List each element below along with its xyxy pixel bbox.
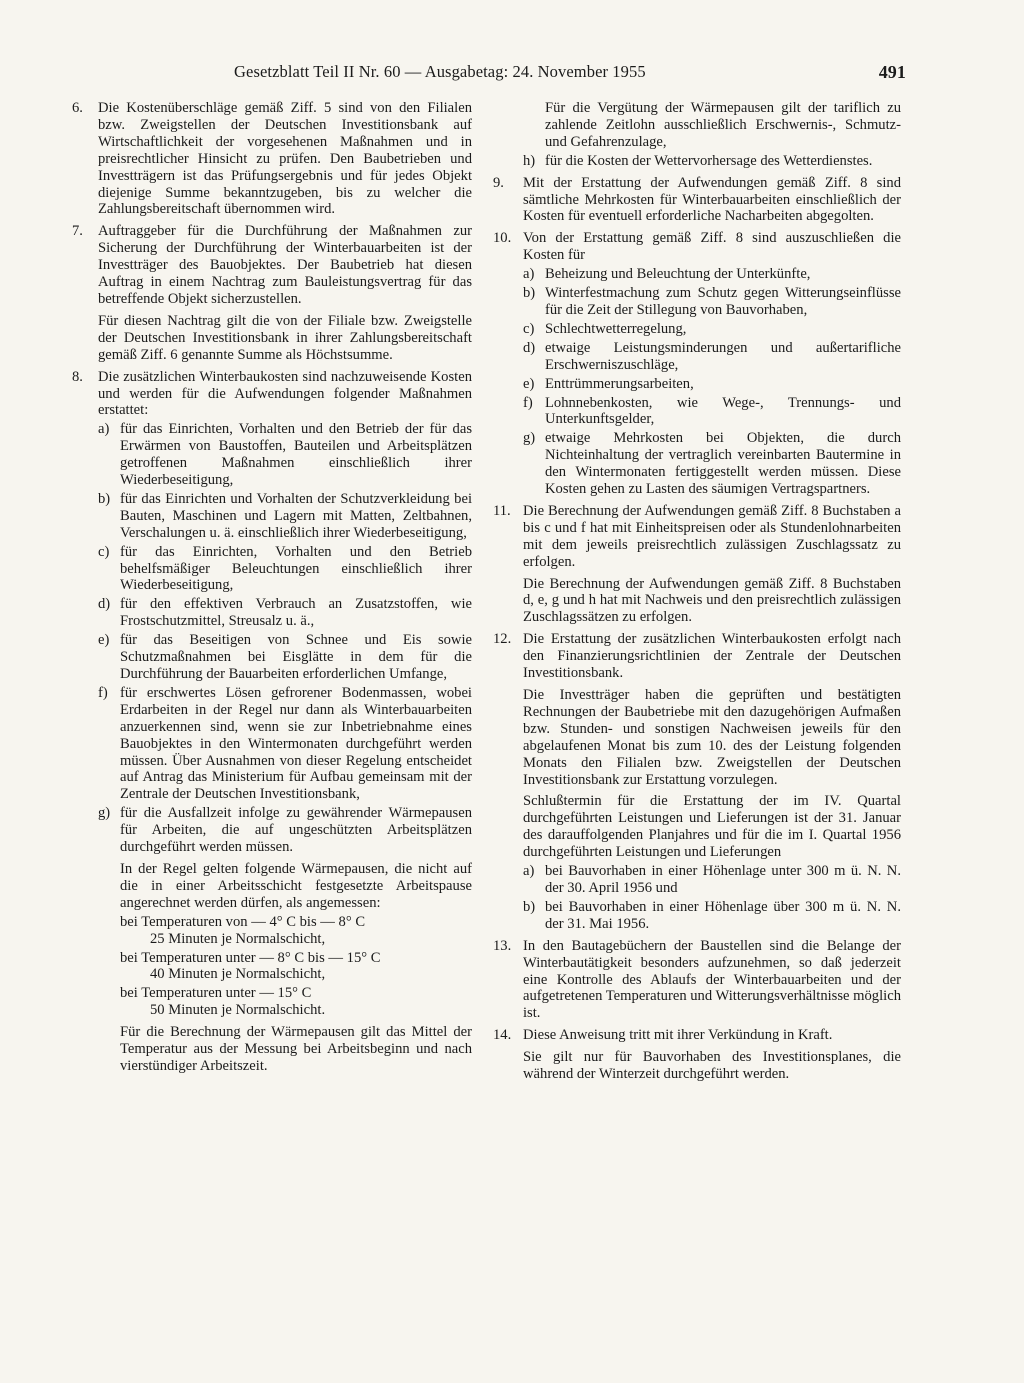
- list-letter: f): [98, 684, 108, 701]
- section-number: 14.: [493, 1027, 512, 1044]
- list-item: [523, 430, 901, 498]
- list-text: für das Einrichten, Vorhalten und den Betrieb der für das Erwärmen von Baustoffen, Bauteilen und Arbeitsplätzen getroffenen Maßnahmen einschließlich ihrer Wiederbeseitigung,: [120, 421, 472, 489]
- section-10: [493, 230, 901, 498]
- section-intro: Die zusätzlichen Winterbaukosten sind nachzuweisende Kosten und werden für die Aufwendungen folgender Maßnahmen erstattet:: [98, 368, 472, 419]
- section-12: [493, 631, 901, 932]
- list-letter: d): [98, 596, 111, 613]
- section-7: [72, 223, 472, 363]
- list-text: etwaige Mehrkosten bei Objekten, die durch Nichteinhaltung der vertraglich vereinbarten Bautermine in den Wintermonaten fertiggestellt werden müssen. Diese Kosten gehen zu Lasten des säumigen Vertragspartners.: [545, 430, 901, 498]
- section-number: 12.: [493, 631, 512, 648]
- list-text: für das Einrichten und Vorhalten der Schutzverkleidung bei Bauten, Maschinen und Lagern mit Matten, Zeltbahnen, Verschalungen u. ä. einschließlich ihrer Wiederbeseitigung,: [120, 490, 472, 541]
- list-letter: g): [98, 805, 111, 822]
- pause-duration: 25 Minuten je Normalschicht,: [150, 930, 326, 947]
- temperature-range: bei Temperaturen unter — 15° C: [120, 985, 312, 1002]
- section-paragraph: Diese Anweisung tritt mit ihrer Verkündung in Kraft.: [523, 1027, 833, 1044]
- temperature-range: bei Temperaturen unter — 8° C bis — 15° C: [120, 949, 381, 966]
- section-number: 9.: [493, 174, 504, 191]
- pause-duration: 40 Minuten je Normalschicht,: [150, 966, 326, 983]
- list-text: Schlechtwetterregelung,: [545, 320, 687, 337]
- section-11: [493, 503, 901, 626]
- list-paragraph: Für die Berechnung der Wärmepausen gilt das Mittel der Temperatur aus der Messung bei Arbeitsbeginn und nach vierstündiger Arbeitszeit.: [120, 1024, 472, 1074]
- list-text: Lohnnebenkosten, wie Wege-, Trennungs- und Unterkunftsgelder,: [545, 394, 901, 428]
- section-number: 11.: [493, 502, 511, 519]
- section-number: 13.: [493, 937, 512, 954]
- section-paragraph: Die Berechnung der Aufwendungen gemäß Ziff. 8 Buchstaben d, e, g und h hat mit Nachweis und den preisrechtlich zulässigen Zuschlagssätzen zu erfolgen.: [523, 575, 901, 626]
- section-paragraph: Sie gilt nur für Bauvorhaben des Investitionsplanes, die während der Winterzeit durchgeführt werden.: [523, 1049, 901, 1083]
- list-item: [98, 685, 472, 803]
- section-8: [72, 369, 472, 1075]
- section-text: Mit der Erstattung der Aufwendungen gemäß Ziff. 8 sind sämtliche Mehrkosten für Winterbauarbeiten einschließlich der Kosten für eventuell erforderliche Nacharbeiten abgegolten.: [523, 174, 901, 225]
- section-paragraph: Auftraggeber für die Durchführung der Maßnahmen zur Sicherung der Durchführung der Winterbauarbeiten ist der Investträger des Bauobjektes. Der Baubetrieb hat diesen Auftrag in einem Nachtrag zum Bauleistungsvertrag für das betreffende Objekt sicherzustellen.: [98, 223, 472, 307]
- list-letter: c): [98, 543, 110, 560]
- list-item: [523, 395, 901, 429]
- list-item: [523, 340, 901, 374]
- list-text: Beheizung und Beleuchtung der Unterkünfte,: [545, 266, 811, 283]
- temperature-range: bei Temperaturen von — 4° C bis — 8° C: [120, 913, 366, 930]
- section-intro: Von der Erstattung gemäß Ziff. 8 sind auszuschließen die Kosten für: [523, 230, 901, 264]
- list-text: Winterfestmachung zum Schutz gegen Witterungseinflüsse für die Zeit der Stillegung von Bauvorhaben,: [545, 285, 901, 318]
- list-item: [98, 632, 472, 683]
- section-number: 7.: [72, 223, 83, 240]
- list-text: für die Kosten der Wettervorhersage des Wetterdienstes.: [545, 152, 873, 169]
- list-letter: b): [523, 898, 536, 915]
- list-paragraph: In der Regel gelten folgende Wärmepausen, die nicht auf die in einer Arbeitsschicht festgesetzte Arbeitspause angerechnet werden dürfen, als angemessen:: [120, 860, 472, 911]
- section-paragraph: Die Investträger haben die geprüften und bestätigten Rechnungen der Baubetriebe mit den dazugehörigen Aufmaßen bzw. Stunden- und sonstigen Nachweisen jeweils für den abgelaufenen Monat bis zum 10. des der Leistung folgenden Monats den Filialen bzw. Zweigstellen der Deutschen Investitionsbank zur Erstattung vorzulegen.: [523, 687, 901, 788]
- list-item: [98, 491, 472, 542]
- list-letter: e): [98, 632, 110, 649]
- page-header: [234, 62, 906, 86]
- list-item: [523, 285, 901, 319]
- temperature-row: [120, 985, 472, 1019]
- list-item: [523, 376, 901, 393]
- list-item: [523, 863, 901, 897]
- list-item: [523, 899, 901, 933]
- list-letter: a): [523, 266, 535, 283]
- section-14: [493, 1027, 901, 1083]
- pause-duration: 50 Minuten je Normalschicht.: [150, 1002, 326, 1019]
- list-text: bei Bauvorhaben in einer Höhenlage unter 300 m ü. N. N. der 30. April 1956 und: [545, 863, 901, 896]
- list-letter: h): [523, 152, 536, 169]
- section-paragraph: Schlußtermin für die Erstattung der im IV. Quartal durchgeführten Leistungen und Lieferungen ist der 31. Januar des darauffolgenden Planjahres und für die im I. Quartal 1956 durchgeführten Leistungen und Lieferungen: [523, 793, 901, 861]
- list-text: für die Ausfallzeit infolge zu gewährender Wärmepausen für Arbeiten, die auf ungeschützten Arbeitsplätzen durchgeführt werden müssen.: [120, 805, 472, 856]
- list-letter: a): [523, 863, 535, 880]
- section-paragraph: Die Erstattung der zusätzlichen Winterbaukosten erfolgt nach den Finanzierungsrichtlinien der Zentrale der Deutschen Investitionsbank.: [523, 631, 901, 682]
- section-paragraph: Die Berechnung der Aufwendungen gemäß Ziff. 8 Buchstaben a bis c und f hat mit Einheitspreisen oder als Stundenlohnarbeiten mit dem jeweils preisrechtlich zulässigen Zuschlagssatz zu erfolgen.: [523, 502, 901, 570]
- list-item: [98, 805, 472, 856]
- list-paragraph: Für die Vergütung der Wärmepausen gilt der tariflich zu zahlende Zeitlohn ausschließlich Erschwernis-, Schmutz- und Gefahrenzulage,: [545, 100, 901, 150]
- list-letter: b): [98, 490, 111, 507]
- list-item: [523, 321, 901, 338]
- section-8-continued: [493, 100, 901, 170]
- list-letter: b): [523, 285, 536, 302]
- section-number: 6.: [72, 100, 83, 116]
- list-item: [98, 596, 472, 630]
- temperature-row: [120, 914, 472, 948]
- list-text: für das Beseitigen von Schnee und Eis sowie Schutzmaßnahmen bei Eisglätte in dem für die Durchführung der Bauarbeiten erforderlichen Umfange,: [120, 632, 472, 682]
- list-item: [98, 544, 472, 595]
- page-number: 491: [878, 62, 906, 82]
- list-text: bei Bauvorhaben in einer Höhenlage über 300 m ü. N. N. der 31. Mai 1956.: [545, 898, 901, 932]
- section-text: In den Bautagebüchern der Baustellen sind die Belange der Winterbautätigkeit besonders aufzunehmen, so daß jederzeit eine Kontrolle des Ablaufs der Winterbauarbeiten und der aufgetretenen Temperaturen und Witterungsverhältnisse möglich ist.: [523, 937, 901, 1022]
- list-text: etwaige Leistungsminderungen und außertarifliche Erschwerniszuschläge,: [545, 339, 901, 373]
- list-letter: a): [98, 421, 110, 438]
- section-13: [493, 938, 901, 1023]
- temperature-row: [120, 950, 472, 984]
- section-number: 10.: [493, 230, 512, 247]
- section-text: Die Kostenüberschläge gemäß Ziff. 5 sind von den Filialen bzw. Zweigstellen der Deutschen Investitionsbank auf Wirtschaftlichkeit der vorgesehenen Maßnahmen und in preisrechtlicher Hinsicht zu prüfen. Den Baubetrieben und Investträgern ist das Prüfungsergebnis und für jedes Objekt diejenige Summe bekanntzugeben, bis zu welcher die Zahlungsbereitschaft übernommen wird.: [98, 100, 472, 218]
- section-6: [72, 100, 472, 218]
- section-9: [493, 175, 901, 226]
- list-letter: c): [523, 320, 535, 337]
- list-text: Enttrümmerungsarbeiten,: [545, 375, 694, 392]
- section-paragraph: Für diesen Nachtrag gilt die von der Filiale bzw. Zweigstelle der Deutschen Investitionsbank in ihrer Zahlungsbereitschaft gemäß Ziff. 6 genannte Summe als Höchstsumme.: [98, 312, 472, 363]
- section-number: 8.: [72, 368, 83, 385]
- list-letter: d): [523, 339, 536, 356]
- list-item: [523, 153, 901, 170]
- list-item: [98, 421, 472, 489]
- list-item: [523, 266, 901, 283]
- left-column: [72, 100, 472, 1080]
- right-column: [493, 100, 901, 1088]
- list-letter: f): [523, 394, 533, 411]
- list-text: für erschwertes Lösen gefrorener Bodenmassen, wobei Erdarbeiten in der Regel nur dann als Winterbauarbeiten anzuerkennen sind, wenn sie zur Inbetriebnahme eines Bauobjektes in den Wintermonaten durchgeführt werden müssen. Über Ausnahmen von dieser Regelung entscheidet auf Antrag das Ministerium für Aufbau gemeinsam mit der Zentrale der Deutschen Investitionsbank,: [120, 684, 472, 803]
- list-text: für den effektiven Verbrauch an Zusatzstoffen, wie Frostschutzmittel, Streusalz u. ä.,: [120, 596, 472, 630]
- list-letter: g): [523, 430, 536, 447]
- list-letter: e): [523, 375, 535, 392]
- list-text: für das Einrichten, Vorhalten und den Betrieb behelfsmäßiger Beleuchtungen einschließlich ihrer Wiederbeseitigung,: [120, 543, 472, 594]
- header-title: Gesetzblatt Teil II Nr. 60 — Ausgabetag: 24. November 1955: [234, 62, 646, 81]
